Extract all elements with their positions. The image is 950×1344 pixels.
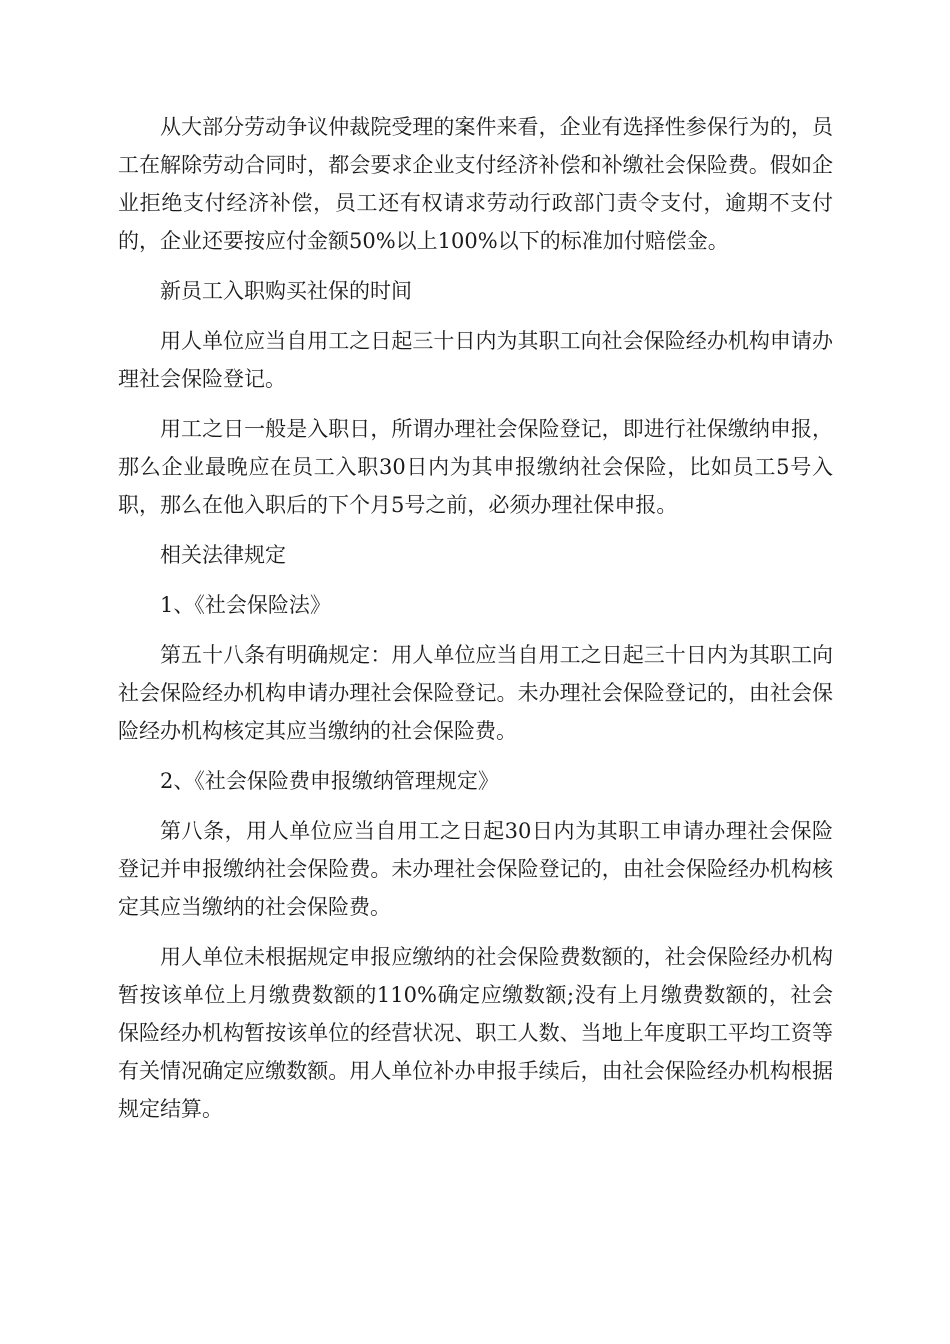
paragraph-employment-date: 用工之日一般是入职日，所谓办理社会保险登记，即进行社保缴纳申报，那么企业最晚应在员工入职30日内为其申报缴纳社会保险，比如员工5号入职，那么在他入职后的下个月5号之前，必须办理社保申报。: [118, 417, 833, 517]
paragraph-article-58: 第五十八条有明确规定：用人单位应当自用工之日起三十日内为其职工向社会保险经办机构申请办理社会保险登记。未办理社会保险登记的，由社会保险经办机构核定其应当缴纳的社会保险费。: [118, 643, 833, 743]
heading-payment-management-rules: 2、《社会保险费申报缴纳管理规定》: [160, 769, 499, 793]
heading-related-laws: 相关法律规定: [160, 543, 286, 567]
document-body: [118, 108, 833, 1128]
paragraph-arbitration-cases: 从大部分劳动争议仲裁院受理的案件来看，企业有选择性参保行为的，员工在解除劳动合同时，都会要求企业支付经济补偿和补缴社会保险费。假如企业拒绝支付经济补偿，员工还有权请求劳动行政部门责令支付，逾期不支付的，企业还要按应付金额50%以上100%以下的标准加付赔偿金。: [118, 115, 833, 253]
heading-social-insurance-law: 1、《社会保险法》: [160, 593, 331, 617]
paragraph-article-8: 第八条，用人单位应当自用工之日起30日内为其职工申请办理社会保险登记并申报缴纳社会保险费。未办理社会保险登记的，由社会保险经办机构核定其应当缴纳的社会保险费。: [118, 819, 833, 919]
paragraph-registration-deadline: 用人单位应当自用工之日起三十日内为其职工向社会保险经办机构申请办理社会保险登记。: [118, 329, 833, 391]
heading-new-employee-social-security-time: 新员工入职购买社保的时间: [160, 279, 412, 303]
paragraph-undeclared-amount: 用人单位未根据规定申报应缴纳的社会保险费数额的，社会保险经办机构暂按该单位上月缴费数额的110%确定应缴数额;没有上月缴费数额的，社会保险经办机构暂按该单位的经营状况、职工人数、当地上年度职工平均工资等有关情况确定应缴数额。用人单位补办申报手续后，由社会保险经办机构根据规定结算。: [118, 945, 833, 1121]
